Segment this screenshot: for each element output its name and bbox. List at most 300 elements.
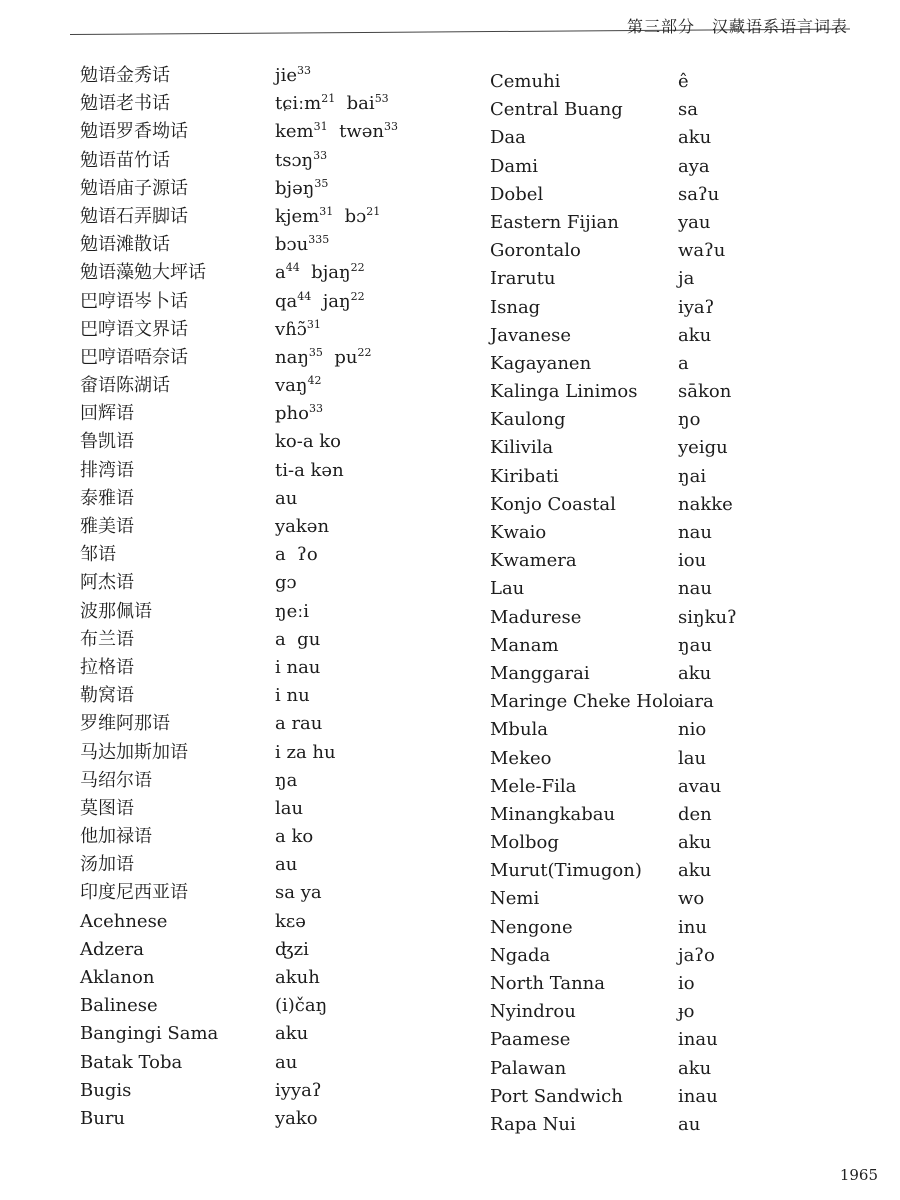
word-form bbox=[678, 209, 711, 237]
language-name: Gorontalo bbox=[490, 240, 581, 262]
form-text: nakke bbox=[678, 493, 733, 515]
language-name: 马绍尔语 bbox=[80, 769, 152, 791]
form-text: au bbox=[275, 487, 298, 509]
form-text: kɛə bbox=[275, 910, 306, 932]
word-form bbox=[678, 96, 698, 124]
tone-superscript: 22 bbox=[350, 289, 365, 303]
word-entry bbox=[80, 823, 398, 851]
word-entry bbox=[490, 434, 737, 462]
word-form bbox=[678, 885, 704, 913]
form-text: kem bbox=[275, 121, 314, 143]
language-name: Kaulong bbox=[490, 409, 566, 431]
form-text: ŋeːi bbox=[275, 600, 310, 622]
word-form bbox=[678, 998, 695, 1026]
word-form bbox=[275, 626, 320, 654]
word-entry bbox=[80, 879, 398, 907]
word-entry bbox=[80, 344, 398, 372]
word-entry bbox=[80, 457, 398, 485]
word-form bbox=[678, 350, 689, 378]
word-entry bbox=[80, 428, 398, 456]
language-name: 印度尼西亚语 bbox=[80, 882, 188, 904]
form-text: a gu bbox=[275, 628, 321, 650]
language-name: Konjo Coastal bbox=[490, 493, 616, 515]
word-entry bbox=[80, 203, 398, 231]
form-text: akuh bbox=[275, 967, 320, 988]
language-name: Balinese bbox=[80, 995, 158, 1017]
word-form bbox=[275, 851, 297, 879]
tone-superscript: 33 bbox=[308, 402, 323, 416]
word-form bbox=[275, 767, 297, 795]
language-name: 汤加语 bbox=[80, 854, 134, 876]
word-form bbox=[678, 237, 725, 265]
language-name: Kwamera bbox=[490, 550, 577, 572]
word-entry bbox=[80, 795, 398, 823]
word-entry bbox=[80, 62, 398, 90]
language-name: Kagayanen bbox=[490, 352, 592, 374]
language-name: Kiribati bbox=[490, 465, 559, 487]
form-text: (i)čaŋ bbox=[275, 995, 328, 1017]
word-form bbox=[678, 660, 711, 688]
form-text: tsɔŋ bbox=[275, 149, 314, 171]
word-entry bbox=[490, 378, 737, 406]
language-name: 鲁凯语 bbox=[80, 431, 134, 453]
word-form bbox=[678, 716, 706, 744]
language-name: 勉语苗竹话 bbox=[80, 149, 170, 171]
word-form bbox=[678, 857, 711, 885]
word-entry bbox=[80, 400, 398, 428]
word-entry bbox=[80, 851, 398, 879]
language-name: Adzera bbox=[80, 938, 144, 960]
form-text: ʤzi bbox=[275, 938, 309, 960]
form-text: avau bbox=[678, 775, 722, 797]
language-name: 排湾语 bbox=[80, 459, 134, 481]
word-form bbox=[275, 231, 329, 259]
word-entry bbox=[80, 485, 398, 513]
word-form bbox=[678, 322, 711, 350]
language-name: Madurese bbox=[490, 606, 582, 628]
tone-superscript: 335 bbox=[308, 233, 330, 247]
word-form bbox=[678, 745, 706, 773]
word-form bbox=[678, 970, 695, 998]
word-entry bbox=[80, 372, 398, 400]
word-form bbox=[678, 265, 694, 293]
form-text: i nu bbox=[275, 685, 310, 707]
language-name: 莫图语 bbox=[80, 797, 134, 819]
language-name: Eastern Fijian bbox=[490, 211, 619, 233]
form-text: ê bbox=[678, 71, 689, 92]
language-name: 马达加斯加语 bbox=[80, 741, 188, 763]
word-entry bbox=[80, 569, 398, 597]
word-form bbox=[678, 773, 721, 801]
form-text: aku bbox=[678, 1057, 712, 1079]
word-form bbox=[275, 795, 303, 823]
tone-superscript: 31 bbox=[306, 317, 321, 331]
form-text: waʔu bbox=[678, 240, 726, 262]
form-text: i nau bbox=[275, 656, 321, 678]
word-entry bbox=[80, 767, 398, 795]
form-text: nio bbox=[678, 719, 707, 741]
form-text: ko-a ko bbox=[275, 431, 342, 453]
word-entry bbox=[490, 209, 737, 237]
language-name: Ngada bbox=[490, 944, 551, 966]
form-text: iou bbox=[678, 550, 707, 572]
word-entry bbox=[490, 745, 737, 773]
language-name: Kwaio bbox=[490, 522, 547, 543]
word-entry bbox=[490, 1083, 737, 1111]
form-text: inu bbox=[678, 916, 707, 938]
word-form bbox=[678, 491, 733, 519]
word-entry bbox=[490, 265, 737, 293]
word-entry bbox=[80, 739, 398, 767]
form-text: pho bbox=[275, 403, 309, 425]
word-entry bbox=[490, 547, 737, 575]
language-name: 回辉语 bbox=[80, 403, 134, 425]
language-name: Murut(Timugon) bbox=[490, 860, 642, 882]
word-form bbox=[275, 654, 320, 682]
form-text: jaŋ bbox=[311, 290, 351, 312]
form-text: tɕiːm bbox=[275, 93, 322, 115]
word-entry bbox=[490, 181, 737, 209]
word-form bbox=[678, 519, 712, 547]
word-form bbox=[275, 1020, 308, 1048]
word-entry bbox=[80, 598, 398, 626]
word-entry bbox=[490, 519, 737, 547]
word-entry bbox=[80, 316, 398, 344]
word-form bbox=[275, 936, 309, 964]
word-entry bbox=[80, 626, 398, 654]
word-entry bbox=[80, 1020, 398, 1048]
tone-superscript: 22 bbox=[350, 261, 365, 275]
tone-superscript: 44 bbox=[297, 289, 312, 303]
language-name: 畲语陈湖话 bbox=[80, 375, 170, 397]
word-entry bbox=[490, 1111, 737, 1139]
form-text: naŋ bbox=[275, 346, 309, 368]
form-text: jie bbox=[275, 65, 297, 86]
language-name: 勉语金秀话 bbox=[80, 65, 170, 86]
form-text: i za hu bbox=[275, 741, 336, 763]
language-name: Kilivila bbox=[490, 437, 554, 459]
language-name: Batak Toba bbox=[80, 1051, 183, 1073]
word-form bbox=[678, 688, 714, 716]
form-text: aku bbox=[678, 860, 712, 882]
word-form bbox=[275, 513, 329, 541]
word-form bbox=[275, 203, 380, 231]
language-name: Manggarai bbox=[490, 662, 590, 684]
word-form bbox=[678, 434, 728, 462]
form-text: aku bbox=[678, 127, 712, 149]
word-form bbox=[678, 914, 707, 942]
word-entry bbox=[490, 96, 737, 124]
running-header: 第三部分 汉藏语系语言词表 bbox=[626, 17, 848, 36]
form-text: io bbox=[678, 973, 695, 994]
language-name: 波那佩语 bbox=[80, 600, 152, 622]
language-name: Bangingi Sama bbox=[80, 1023, 219, 1045]
word-entry bbox=[80, 1077, 398, 1105]
tone-superscript: 42 bbox=[307, 374, 322, 388]
language-name: Paamese bbox=[490, 1029, 571, 1051]
form-text: lau bbox=[678, 747, 707, 769]
language-name: North Tanna bbox=[490, 973, 605, 994]
language-name: 巴哼语唔奈话 bbox=[80, 346, 188, 368]
form-text: yakən bbox=[275, 516, 330, 537]
tone-superscript: 31 bbox=[319, 204, 334, 218]
word-form bbox=[678, 1026, 718, 1054]
form-text: saʔu bbox=[678, 183, 720, 205]
word-form bbox=[275, 682, 310, 710]
language-name: Dobel bbox=[490, 183, 544, 205]
language-name: Nemi bbox=[490, 888, 540, 910]
form-text: jaʔo bbox=[678, 944, 715, 966]
form-text: vaŋ bbox=[275, 375, 308, 397]
form-text: ŋai bbox=[678, 465, 707, 487]
form-text: iyaʔ bbox=[678, 296, 715, 318]
form-text: aku bbox=[678, 324, 712, 346]
word-entry bbox=[80, 175, 398, 203]
word-entry bbox=[490, 491, 737, 519]
language-name: Mekeo bbox=[490, 747, 552, 769]
word-entry bbox=[80, 288, 398, 316]
language-name: 勉语滩散话 bbox=[80, 234, 170, 256]
form-text: wo bbox=[678, 888, 705, 910]
word-form bbox=[275, 964, 320, 992]
language-name: 勉语藻勉大坪话 bbox=[80, 262, 206, 284]
left-word-list bbox=[80, 62, 398, 1133]
word-entry bbox=[490, 406, 737, 434]
word-form bbox=[275, 598, 309, 626]
form-text: ŋo bbox=[678, 409, 701, 431]
tone-superscript: 33 bbox=[313, 148, 328, 162]
form-text: sa bbox=[678, 99, 698, 121]
form-text: bai bbox=[335, 93, 375, 115]
form-text: au bbox=[275, 1051, 298, 1073]
word-form bbox=[275, 541, 318, 569]
form-text: au bbox=[275, 854, 298, 876]
word-entry bbox=[80, 936, 398, 964]
word-form bbox=[275, 710, 322, 738]
form-text: den bbox=[678, 803, 712, 825]
form-text: gɔ bbox=[275, 572, 297, 594]
language-name: Port Sandwich bbox=[490, 1085, 623, 1107]
tone-superscript: 21 bbox=[321, 92, 336, 106]
word-form bbox=[275, 147, 327, 175]
word-entry bbox=[490, 998, 737, 1026]
word-form bbox=[275, 457, 344, 485]
form-text: qa bbox=[275, 290, 298, 312]
word-form bbox=[678, 1111, 700, 1139]
word-form bbox=[275, 879, 322, 907]
language-name: 邹语 bbox=[80, 544, 116, 566]
form-text: aku bbox=[678, 662, 712, 684]
word-entry bbox=[80, 90, 398, 118]
form-text: aya bbox=[678, 155, 710, 177]
language-name: 勉语石弄脚话 bbox=[80, 205, 188, 227]
word-entry bbox=[490, 716, 737, 744]
language-name: Palawan bbox=[490, 1057, 567, 1079]
word-form bbox=[678, 942, 715, 970]
word-form bbox=[275, 908, 306, 936]
word-form bbox=[678, 124, 711, 152]
word-form bbox=[275, 400, 323, 428]
language-name: 罗维阿那语 bbox=[80, 713, 170, 735]
word-form bbox=[678, 632, 712, 660]
language-name: Rapa Nui bbox=[490, 1113, 576, 1135]
word-form bbox=[678, 604, 737, 632]
form-text: ɟo bbox=[678, 1001, 695, 1023]
language-name: Lau bbox=[490, 578, 525, 600]
word-form bbox=[678, 801, 712, 829]
tone-superscript: 35 bbox=[308, 345, 323, 359]
form-text: sa ya bbox=[275, 882, 322, 904]
form-text: aku bbox=[275, 1023, 309, 1045]
word-entry bbox=[490, 857, 737, 885]
language-name: Nyindrou bbox=[490, 1001, 576, 1023]
word-form bbox=[678, 181, 719, 209]
word-entry bbox=[490, 801, 737, 829]
tone-superscript: 21 bbox=[366, 204, 381, 218]
word-entry bbox=[490, 153, 737, 181]
form-text: pu bbox=[322, 346, 358, 368]
language-name: Aklanon bbox=[80, 967, 155, 988]
word-form bbox=[678, 406, 700, 434]
form-text: lau bbox=[275, 797, 304, 819]
tone-superscript: 33 bbox=[297, 64, 311, 77]
form-text: bɔu bbox=[275, 234, 309, 256]
form-text: inau bbox=[678, 1085, 718, 1107]
word-entry bbox=[80, 992, 398, 1020]
form-text: ŋau bbox=[678, 634, 712, 656]
language-name: 勉语罗香坳话 bbox=[80, 121, 188, 143]
word-entry bbox=[490, 604, 737, 632]
word-entry bbox=[80, 1049, 398, 1077]
form-text: ja bbox=[678, 268, 695, 290]
word-entry bbox=[80, 908, 398, 936]
word-entry bbox=[490, 1055, 737, 1083]
word-form bbox=[678, 575, 712, 603]
word-entry bbox=[490, 237, 737, 265]
language-name: 拉格语 bbox=[80, 656, 134, 678]
tone-superscript: 22 bbox=[357, 345, 372, 359]
word-form bbox=[275, 992, 327, 1020]
form-text: a bbox=[678, 352, 689, 374]
language-name: Manam bbox=[490, 634, 559, 656]
language-name: Dami bbox=[490, 155, 538, 177]
form-text: bjaŋ bbox=[299, 262, 351, 284]
form-text: yeigu bbox=[678, 437, 728, 459]
language-name: Kalinga Linimos bbox=[490, 381, 638, 403]
word-entry bbox=[80, 118, 398, 146]
page-number: 1965 bbox=[839, 1166, 878, 1184]
word-form bbox=[678, 153, 710, 181]
form-text: a ʔo bbox=[275, 544, 318, 566]
word-form bbox=[275, 344, 371, 372]
word-form bbox=[275, 90, 389, 118]
form-text: bɔ bbox=[333, 205, 367, 227]
word-form bbox=[678, 547, 706, 575]
word-entry bbox=[80, 682, 398, 710]
language-name: 勉语庙子源话 bbox=[80, 177, 188, 199]
language-name: 巴哼语岑卜话 bbox=[80, 290, 188, 312]
language-name: Mbula bbox=[490, 719, 549, 741]
word-form bbox=[275, 175, 328, 203]
form-text: siŋkuʔ bbox=[678, 606, 737, 628]
word-form bbox=[275, 428, 341, 456]
form-text: aku bbox=[678, 832, 712, 854]
word-form bbox=[275, 316, 321, 344]
word-entry bbox=[80, 147, 398, 175]
word-entry bbox=[490, 294, 737, 322]
word-form bbox=[275, 259, 365, 287]
language-name: Central Buang bbox=[490, 99, 623, 121]
word-form bbox=[678, 378, 731, 406]
language-name: Irarutu bbox=[490, 268, 556, 290]
form-text: a bbox=[275, 262, 286, 284]
form-text: iara bbox=[678, 691, 714, 713]
word-form bbox=[275, 372, 322, 400]
word-form bbox=[275, 118, 398, 146]
tone-superscript: 44 bbox=[285, 261, 300, 275]
word-form bbox=[275, 1077, 321, 1105]
form-text: a ko bbox=[275, 826, 314, 848]
language-name: Daa bbox=[490, 127, 526, 149]
form-text: a rau bbox=[275, 713, 323, 735]
word-entry bbox=[490, 942, 737, 970]
word-entry bbox=[490, 575, 737, 603]
word-entry bbox=[80, 259, 398, 287]
form-text: kjem bbox=[275, 205, 320, 227]
word-entry bbox=[490, 660, 737, 688]
word-form bbox=[678, 68, 689, 96]
form-text: bjəŋ bbox=[275, 177, 315, 199]
tone-superscript: 31 bbox=[313, 120, 328, 134]
language-name: Buru bbox=[80, 1107, 126, 1129]
word-form bbox=[275, 823, 313, 851]
language-name: Cemuhi bbox=[490, 71, 561, 92]
language-name: 雅美语 bbox=[80, 516, 134, 537]
word-form bbox=[678, 1083, 718, 1111]
language-name: 勉语老书话 bbox=[80, 93, 170, 115]
language-name: Maringe Cheke Holo bbox=[490, 691, 680, 713]
word-entry bbox=[490, 632, 737, 660]
language-name: 布兰语 bbox=[80, 628, 134, 650]
language-name: 泰雅语 bbox=[80, 487, 134, 509]
form-text: vɦɔ̃ bbox=[275, 318, 307, 340]
form-text: yau bbox=[678, 211, 711, 233]
word-form bbox=[275, 485, 297, 513]
language-name: 他加禄语 bbox=[80, 826, 152, 848]
form-text: ŋa bbox=[275, 769, 298, 791]
form-text: ti-a kən bbox=[275, 459, 344, 481]
word-entry bbox=[80, 964, 398, 992]
language-name: Javanese bbox=[490, 324, 571, 346]
word-entry bbox=[490, 463, 737, 491]
tone-superscript: 53 bbox=[374, 92, 389, 106]
word-entry bbox=[80, 513, 398, 541]
language-name: Isnag bbox=[490, 296, 541, 318]
word-form bbox=[275, 1049, 297, 1077]
word-entry bbox=[490, 322, 737, 350]
word-entry bbox=[80, 1105, 398, 1133]
word-entry bbox=[490, 914, 737, 942]
tone-superscript: 33 bbox=[383, 120, 398, 134]
language-name: Acehnese bbox=[80, 910, 168, 932]
language-name: 巴哼语文界话 bbox=[80, 318, 188, 340]
language-name: Mele-Fila bbox=[490, 775, 577, 797]
word-form bbox=[678, 294, 714, 322]
word-form bbox=[678, 829, 711, 857]
form-text: nau bbox=[678, 522, 712, 543]
word-entry bbox=[490, 773, 737, 801]
tone-superscript: 35 bbox=[314, 176, 329, 190]
